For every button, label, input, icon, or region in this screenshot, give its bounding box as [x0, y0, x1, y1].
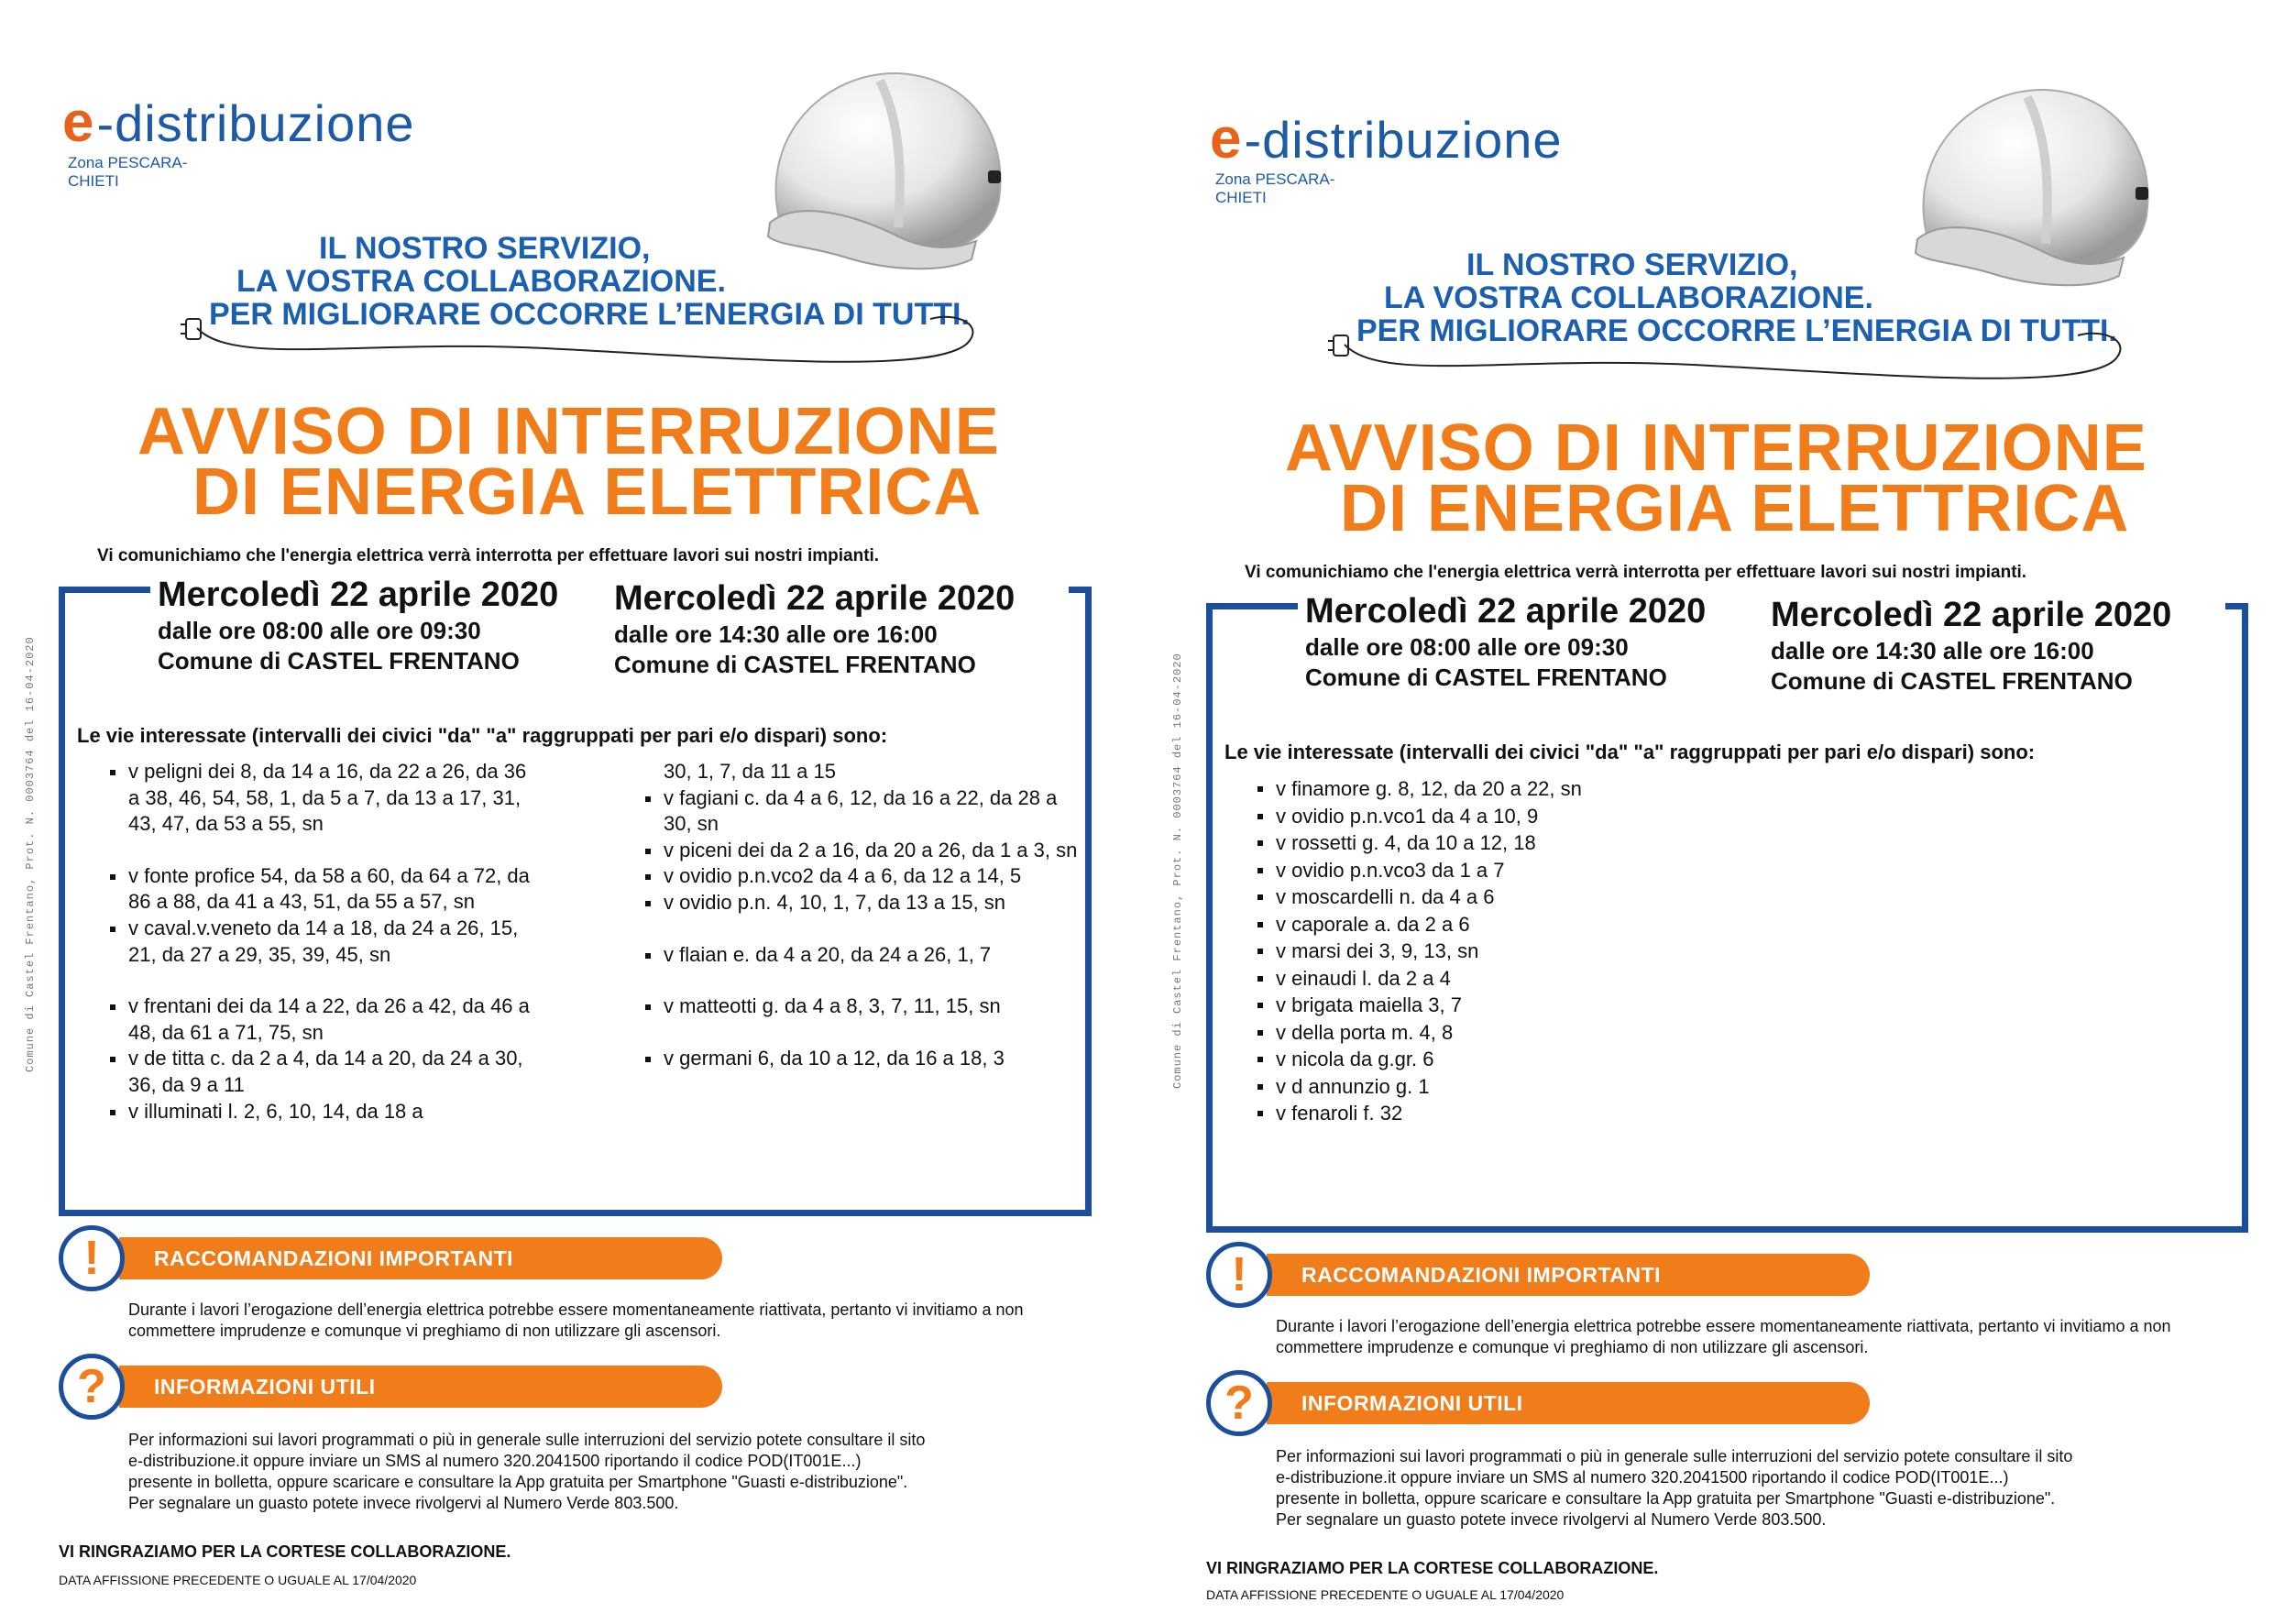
plug-cord-icon: [179, 302, 1004, 385]
streets-column-2: [643, 759, 1083, 1071]
frame-top-segment: [59, 587, 150, 593]
list-item: v piceni dei da 2 a 16, da 20 a 26, da 1 a 3, sn: [643, 838, 1083, 864]
info-line: e-distribuzione.it oppure inviare un SMS al numero 320.2041500 riportando il codice POD(IT001E...): [128, 1452, 862, 1470]
list-item: v finamore g. 8, 12, da 20 a 22, sn: [1256, 775, 1806, 803]
date-block-morning: [158, 576, 558, 675]
list-item: v ovidio p.n. 4, 10, 1, 7, da 13 a 15, sn: [643, 890, 1083, 916]
info-line: presente in bolletta, oppure scaricare e consultare la App gratuita per Smartphone "Guasti e-distribuzione".: [1276, 1489, 2056, 1508]
municipality: Comune di CASTEL FRENTANO: [614, 651, 976, 678]
list-item: v ovidio p.n.vco1 da 4 a 10, 9: [1256, 803, 1806, 830]
info-line: Per informazioni sui lavori programmati o più in generale sulle interruzioni del servizio potete consultare il sito: [128, 1431, 926, 1449]
thanks-text: VI RINGRAZIAMO PER LA CORTESE COLLABORAZIONE.: [1206, 1559, 1659, 1577]
question-icon: ?: [59, 1354, 125, 1420]
slogan-line-2: LA VOSTRA COLLABORAZIONE.: [1384, 280, 1873, 315]
intro-text: Vi comunichiamo che l'energia elettrica verrà interrotta per effettuare lavori sui nostri impianti.: [97, 546, 880, 565]
frame-top-segment-right: [2225, 603, 2248, 609]
list-item-continued: 30, 1, 7, da 11 a 15: [664, 760, 836, 783]
time-range: dalle ore 14:30 alle ore 16:00: [1771, 637, 2094, 664]
logo-e: e: [62, 91, 95, 154]
list-gap: [643, 916, 1083, 942]
list-item: v peligni dei 8, da 14 a 16, da 22 a 26, da 36 a 38, 46, 54, 58, 1, da 5 a 7, da 13 a 17, 31, 43, 47, da 53 a 55, sn: [108, 759, 539, 838]
slogan-line-2: LA VOSTRA COLLABORAZIONE.: [236, 264, 726, 299]
frame-top-segment: [1206, 603, 1298, 609]
headline-line-2: DI ENERGIA ELETTRICA: [1340, 472, 2130, 545]
info-text: [128, 1430, 1100, 1514]
info-line: e-distribuzione.it oppure inviare un SMS al numero 320.2041500 riportando il codice POD(IT001E...): [1276, 1468, 2009, 1487]
time-range: dalle ore 14:30 alle ore 16:00: [614, 620, 938, 648]
protocol-stamp: Comune di Castel Frentano, Prot. N. 0003764 del 16-04-2020: [1171, 653, 1184, 1089]
slogan-line-3: PER MIGLIORARE OCCORRE L’ENERGIA DI TUTTI.: [1356, 313, 2117, 348]
headline-line-1: AVVISO DI INTERRUZIONE: [1285, 411, 2147, 485]
date-block-afternoon: [1771, 596, 2171, 696]
zone-label: [1215, 170, 1334, 207]
streets-title: Le vie interessate (intervalli dei civici "da" "a" raggruppati per pari e/o dispari) sono:: [77, 724, 888, 747]
slogan-line-1: IL NOSTRO SERVIZIO,: [319, 231, 651, 266]
list-item: v della porta m. 4, 8: [1256, 1019, 1806, 1047]
protocol-stamp: Comune di Castel Frentano, Prot. N. 0003764 del 16-04-2020: [24, 636, 37, 1072]
time-range: dalle ore 08:00 alle ore 09:30: [158, 617, 481, 644]
list-item: v caval.v.veneto da 14 a 18, da 24 a 26, 15, 21, da 27 a 29, 35, 39, 45, sn: [108, 916, 539, 968]
municipality: Comune di CASTEL FRENTANO: [1305, 664, 1667, 691]
frame-top-segment-right: [1069, 587, 1092, 593]
time-range: dalle ore 08:00 alle ore 09:30: [1305, 633, 1629, 661]
headline-line-2: DI ENERGIA ELETTRICA: [192, 455, 983, 529]
list-gap: [108, 838, 539, 863]
list-item: v rossetti g. 4, da 10 a 12, 18: [1256, 829, 1806, 857]
info-line: Per informazioni sui lavori programmati o più in generale sulle interruzioni del servizio potete consultare il sito: [1276, 1447, 2073, 1465]
plug-cord-icon: [1326, 319, 2151, 401]
brand-logo: [1210, 106, 1563, 171]
thanks-text: VI RINGRAZIAMO PER LA CORTESE COLLABORAZIONE.: [59, 1542, 511, 1561]
zone-line-2: CHIETI: [68, 172, 119, 190]
list-gap: [643, 1020, 1083, 1046]
headline-line-1: AVVISO DI INTERRUZIONE: [137, 395, 1000, 468]
info-line: Per segnalare un guasto potete invece rivolgervi al Numero Verde 803.500.: [1276, 1510, 1827, 1529]
list-item: v flaian e. da 4 a 20, da 24 a 26, 1, 7: [643, 942, 1083, 969]
recommendations-banner: RACCOMANDAZIONI IMPORTANTI: [1267, 1254, 1870, 1296]
logo-text: -distribuzione: [1244, 111, 1563, 169]
streets-column-1: [108, 759, 539, 1125]
info-line: Per segnalare un guasto potete invece rivolgervi al Numero Verde 803.500.: [128, 1494, 679, 1512]
question-icon: ?: [1206, 1370, 1272, 1436]
recommendations-text: Durante i lavori l’erogazione dell’energia elettrica potrebbe essere momentaneamente riattivata, pertanto vi invitiamo a non commettere imprudenze e comunque vi preghiamo di non utilizzare gli ascensori.: [1276, 1317, 2171, 1356]
slogan-line-1: IL NOSTRO SERVIZIO,: [1466, 247, 1798, 282]
list-item: v illuminati l. 2, 6, 10, 14, da 18 a: [108, 1099, 539, 1125]
logo-text: -distribuzione: [96, 94, 415, 152]
intro-text: Vi comunichiamo che l'energia elettrica verrà interrotta per effettuare lavori sui nostri impianti.: [1245, 563, 2027, 582]
info-banner: INFORMAZIONI UTILI: [119, 1366, 722, 1408]
list-item: v caporale a. da 2 a 6: [1256, 911, 1806, 938]
date: Mercoledì 22 aprile 2020: [1771, 596, 2172, 634]
date: Mercoledì 22 aprile 2020: [614, 579, 1016, 618]
zone-line-1: Zona PESCARA-: [1215, 170, 1335, 188]
list-item: v fonte profice 54, da 58 a 60, da 64 a 72, da 86 a 88, da 41 a 43, 51, da 55 a 57, sn: [108, 863, 539, 916]
list-item: v frentani dei da 14 a 22, da 26 a 42, da 46 a 48, da 61 a 71, 75, sn: [108, 993, 539, 1046]
list-item: v einaudi l. da 2 a 4: [1256, 965, 1806, 993]
list-item: v ovidio p.n.vco2 da 4 a 6, da 12 a 14, 5: [643, 863, 1083, 890]
posting-date: DATA AFFISSIONE PRECEDENTE O UGUALE AL 17/04/2020: [1206, 1587, 1565, 1602]
brand-logo: [62, 90, 415, 155]
list-item: v marsi dei 3, 9, 13, sn: [1256, 938, 1806, 965]
headline: [137, 395, 1054, 529]
slogan-line-3: PER MIGLIORARE OCCORRE L’ENERGIA DI TUTTI.: [209, 297, 970, 332]
recommendations-text: Durante i lavori l’erogazione dell’energia elettrica potrebbe essere momentaneamente riattivata, pertanto vi invitiamo a non commettere imprudenze e comunque vi preghiamo di non utilizzare gli ascensori.: [128, 1300, 1024, 1340]
info-banner: INFORMAZIONI UTILI: [1267, 1382, 1870, 1424]
frame-left-segment: [1206, 603, 1213, 1233]
list-item: v d annunzio g. 1: [1256, 1073, 1806, 1101]
exclamation-icon: !: [59, 1225, 125, 1291]
list-item: v fenaroli f. 32: [1256, 1100, 1806, 1127]
notice-page-right: [1147, 16, 2273, 1624]
list-gap: [108, 968, 539, 993]
headline: [1285, 411, 2202, 545]
list-item: v nicola da g.gr. 6: [1256, 1046, 1806, 1073]
list-item: v de titta c. da 2 a 4, da 14 a 20, da 24 a 30, 36, da 9 a 11: [108, 1046, 539, 1098]
zone-label: [68, 154, 187, 191]
notice-page-left: [0, 0, 1136, 1608]
streets-column-1: [1256, 775, 1806, 1127]
info-text: [1276, 1446, 2247, 1531]
list-item: v fagiani c. da 4 a 6, 12, da 16 a 22, da 28 a 30, sn: [643, 785, 1083, 838]
list-item: v ovidio p.n.vco3 da 1 a 7: [1256, 857, 1806, 884]
municipality: Comune di CASTEL FRENTANO: [1771, 667, 2133, 695]
list-item: v brigata maiella 3, 7: [1256, 992, 1806, 1019]
date: Mercoledì 22 aprile 2020: [158, 576, 559, 614]
zone-line-2: CHIETI: [1215, 189, 1267, 206]
list-item: v germani 6, da 10 a 12, da 16 a 18, 3: [643, 1046, 1083, 1072]
frame-left-segment: [59, 587, 65, 1216]
list-item: v matteotti g. da 4 a 8, 3, 7, 11, 15, sn: [643, 993, 1083, 1020]
streets-title: Le vie interessate (intervalli dei civici "da" "a" raggruppati per pari e/o dispari) sono:: [1224, 741, 2036, 763]
zone-line-1: Zona PESCARA-: [68, 154, 188, 171]
list-gap: [643, 968, 1083, 993]
info-line: presente in bolletta, oppure scaricare e consultare la App gratuita per Smartphone "Guasti e-distribuzione".: [128, 1473, 908, 1491]
posting-date: DATA AFFISSIONE PRECEDENTE O UGUALE AL 17/04/2020: [59, 1573, 417, 1587]
date-block-morning: [1305, 592, 1706, 692]
date-block-afternoon: [614, 579, 1015, 679]
date: Mercoledì 22 aprile 2020: [1305, 592, 1707, 631]
list-item: v moscardelli n. da 4 a 6: [1256, 883, 1806, 911]
municipality: Comune di CASTEL FRENTANO: [158, 647, 520, 675]
logo-e: e: [1210, 107, 1243, 170]
exclamation-icon: !: [1206, 1242, 1272, 1308]
recommendations-banner: RACCOMANDAZIONI IMPORTANTI: [119, 1237, 722, 1279]
